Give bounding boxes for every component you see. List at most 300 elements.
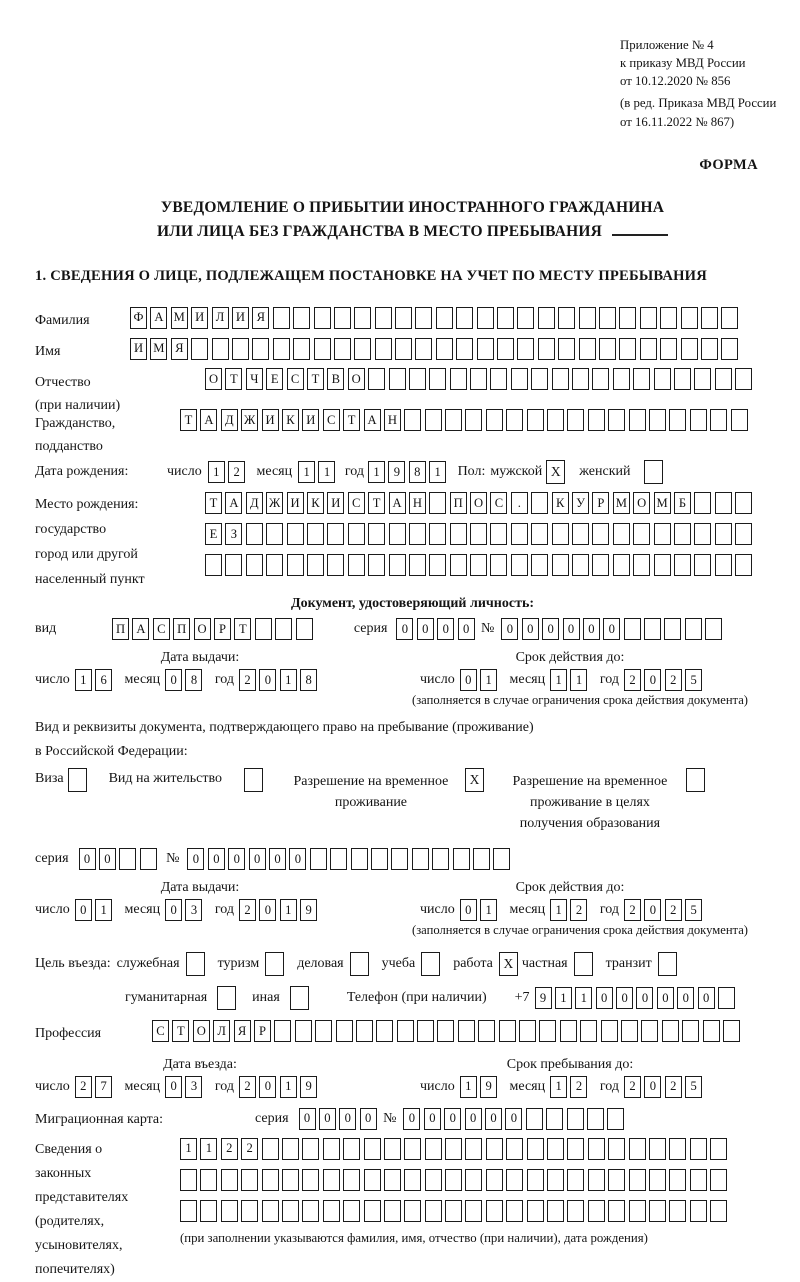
char-cell[interactable]: 0 bbox=[79, 848, 96, 870]
char-cell[interactable] bbox=[690, 409, 707, 431]
char-cell[interactable] bbox=[445, 409, 462, 431]
char-cell[interactable]: Л bbox=[213, 1020, 230, 1042]
char-cell[interactable]: 0 bbox=[485, 1108, 502, 1130]
char-cell[interactable] bbox=[538, 338, 555, 360]
char-cell[interactable]: М bbox=[613, 492, 630, 514]
char-cell[interactable] bbox=[241, 1200, 258, 1222]
char-cell[interactable] bbox=[334, 338, 351, 360]
char-cell[interactable]: О bbox=[470, 492, 487, 514]
char-cell[interactable] bbox=[629, 1200, 646, 1222]
char-cell[interactable] bbox=[619, 307, 636, 329]
visa-checkbox[interactable] bbox=[68, 768, 87, 792]
char-cell[interactable]: 2 bbox=[624, 669, 641, 691]
char-cell[interactable]: 0 bbox=[396, 618, 413, 640]
char-cell[interactable] bbox=[608, 409, 625, 431]
char-cell[interactable]: 1 bbox=[550, 1076, 567, 1098]
char-cell[interactable] bbox=[579, 307, 596, 329]
char-cell[interactable] bbox=[629, 1138, 646, 1160]
char-cell[interactable] bbox=[527, 409, 544, 431]
char-cell[interactable] bbox=[391, 848, 408, 870]
char-cell[interactable] bbox=[531, 368, 548, 390]
char-cell[interactable]: Л bbox=[212, 307, 229, 329]
char-cell[interactable] bbox=[486, 1200, 503, 1222]
char-cell[interactable] bbox=[368, 523, 385, 545]
char-cell[interactable]: 0 bbox=[460, 669, 477, 691]
char-cell[interactable]: 0 bbox=[165, 1076, 182, 1098]
char-cell[interactable]: 0 bbox=[289, 848, 306, 870]
char-cell[interactable] bbox=[436, 338, 453, 360]
char-cell[interactable]: В bbox=[327, 368, 344, 390]
char-cell[interactable] bbox=[180, 1200, 197, 1222]
char-cell[interactable] bbox=[517, 338, 534, 360]
char-cell[interactable] bbox=[640, 307, 657, 329]
char-cell[interactable] bbox=[694, 554, 711, 576]
char-cell[interactable]: И bbox=[232, 307, 249, 329]
char-cell[interactable] bbox=[506, 1200, 523, 1222]
char-cell[interactable] bbox=[287, 554, 304, 576]
char-cell[interactable] bbox=[384, 1138, 401, 1160]
char-cell[interactable] bbox=[246, 523, 263, 545]
char-cell[interactable] bbox=[221, 1169, 238, 1191]
char-cell[interactable] bbox=[703, 1020, 720, 1042]
char-cell[interactable]: 1 bbox=[575, 987, 592, 1009]
char-cell[interactable]: 1 bbox=[480, 899, 497, 921]
char-cell[interactable]: К bbox=[307, 492, 324, 514]
char-cell[interactable] bbox=[588, 1200, 605, 1222]
char-cell[interactable]: 1 bbox=[180, 1138, 197, 1160]
char-cell[interactable]: 2 bbox=[665, 899, 682, 921]
char-cell[interactable]: 0 bbox=[563, 618, 580, 640]
char-cell[interactable] bbox=[531, 554, 548, 576]
char-cell[interactable] bbox=[641, 1020, 658, 1042]
char-cell[interactable]: С bbox=[153, 618, 170, 640]
char-cell[interactable]: Д bbox=[221, 409, 238, 431]
char-cell[interactable] bbox=[465, 1200, 482, 1222]
char-cell[interactable]: 1 bbox=[75, 669, 92, 691]
char-cell[interactable] bbox=[640, 338, 657, 360]
char-cell[interactable] bbox=[588, 1169, 605, 1191]
char-cell[interactable]: 9 bbox=[388, 461, 405, 483]
char-cell[interactable]: 0 bbox=[75, 899, 92, 921]
char-cell[interactable] bbox=[425, 1200, 442, 1222]
char-cell[interactable] bbox=[409, 368, 426, 390]
char-cell[interactable] bbox=[649, 1200, 666, 1222]
char-cell[interactable]: А bbox=[389, 492, 406, 514]
char-cell[interactable] bbox=[368, 368, 385, 390]
char-cell[interactable] bbox=[470, 523, 487, 545]
char-cell[interactable]: Т bbox=[225, 368, 242, 390]
char-cell[interactable] bbox=[552, 554, 569, 576]
char-cell[interactable] bbox=[293, 338, 310, 360]
char-cell[interactable] bbox=[721, 307, 738, 329]
char-cell[interactable] bbox=[572, 368, 589, 390]
char-cell[interactable] bbox=[735, 523, 752, 545]
char-cell[interactable] bbox=[327, 554, 344, 576]
char-cell[interactable] bbox=[477, 338, 494, 360]
char-cell[interactable] bbox=[266, 523, 283, 545]
char-cell[interactable] bbox=[723, 1020, 740, 1042]
temp-residence-edu-checkbox[interactable] bbox=[686, 768, 705, 792]
char-cell[interactable] bbox=[601, 1020, 618, 1042]
char-cell[interactable]: 8 bbox=[409, 461, 426, 483]
char-cell[interactable]: 0 bbox=[259, 899, 276, 921]
char-cell[interactable] bbox=[140, 848, 157, 870]
char-cell[interactable] bbox=[302, 1138, 319, 1160]
char-cell[interactable]: П bbox=[173, 618, 190, 640]
char-cell[interactable]: 0 bbox=[465, 1108, 482, 1130]
char-cell[interactable] bbox=[282, 1169, 299, 1191]
char-cell[interactable] bbox=[445, 1138, 462, 1160]
char-cell[interactable] bbox=[715, 554, 732, 576]
char-cell[interactable] bbox=[599, 338, 616, 360]
char-cell[interactable] bbox=[567, 1200, 584, 1222]
char-cell[interactable]: Е bbox=[205, 523, 222, 545]
char-cell[interactable] bbox=[715, 523, 732, 545]
char-cell[interactable]: Т bbox=[307, 368, 324, 390]
char-cell[interactable] bbox=[735, 368, 752, 390]
char-cell[interactable] bbox=[404, 1138, 421, 1160]
char-cell[interactable] bbox=[180, 1169, 197, 1191]
char-cell[interactable] bbox=[429, 492, 446, 514]
char-cell[interactable] bbox=[252, 338, 269, 360]
char-cell[interactable] bbox=[477, 307, 494, 329]
char-cell[interactable]: 1 bbox=[429, 461, 446, 483]
char-cell[interactable] bbox=[343, 1138, 360, 1160]
char-cell[interactable] bbox=[710, 1138, 727, 1160]
char-cell[interactable]: 2 bbox=[570, 1076, 587, 1098]
char-cell[interactable] bbox=[624, 618, 641, 640]
char-cell[interactable]: 0 bbox=[417, 618, 434, 640]
char-cell[interactable]: 0 bbox=[187, 848, 204, 870]
char-cell[interactable] bbox=[629, 1169, 646, 1191]
char-cell[interactable] bbox=[262, 1169, 279, 1191]
char-cell[interactable] bbox=[694, 368, 711, 390]
char-cell[interactable]: Я bbox=[252, 307, 269, 329]
char-cell[interactable] bbox=[425, 1138, 442, 1160]
char-cell[interactable] bbox=[608, 1169, 625, 1191]
char-cell[interactable]: Д bbox=[246, 492, 263, 514]
char-cell[interactable] bbox=[354, 307, 371, 329]
char-cell[interactable] bbox=[389, 554, 406, 576]
char-cell[interactable]: 2 bbox=[570, 899, 587, 921]
char-cell[interactable]: П bbox=[450, 492, 467, 514]
char-cell[interactable]: 1 bbox=[95, 899, 112, 921]
char-cell[interactable] bbox=[701, 338, 718, 360]
char-cell[interactable] bbox=[490, 523, 507, 545]
char-cell[interactable] bbox=[599, 307, 616, 329]
char-cell[interactable] bbox=[262, 1200, 279, 1222]
char-cell[interactable]: 1 bbox=[200, 1138, 217, 1160]
char-cell[interactable] bbox=[669, 1169, 686, 1191]
char-cell[interactable]: 9 bbox=[535, 987, 552, 1009]
char-cell[interactable] bbox=[282, 1200, 299, 1222]
char-cell[interactable] bbox=[330, 848, 347, 870]
char-cell[interactable]: Я bbox=[171, 338, 188, 360]
char-cell[interactable] bbox=[701, 307, 718, 329]
char-cell[interactable]: О bbox=[194, 618, 211, 640]
char-cell[interactable] bbox=[425, 1169, 442, 1191]
char-cell[interactable]: Р bbox=[592, 492, 609, 514]
char-cell[interactable]: 2 bbox=[221, 1138, 238, 1160]
char-cell[interactable]: Т bbox=[172, 1020, 189, 1042]
char-cell[interactable]: М bbox=[171, 307, 188, 329]
char-cell[interactable]: 9 bbox=[300, 1076, 317, 1098]
char-cell[interactable] bbox=[445, 1200, 462, 1222]
char-cell[interactable] bbox=[409, 554, 426, 576]
purpose-business-checkbox[interactable] bbox=[350, 952, 369, 976]
char-cell[interactable] bbox=[735, 554, 752, 576]
char-cell[interactable] bbox=[323, 1200, 340, 1222]
char-cell[interactable] bbox=[273, 338, 290, 360]
char-cell[interactable] bbox=[465, 1169, 482, 1191]
char-cell[interactable] bbox=[669, 1200, 686, 1222]
char-cell[interactable] bbox=[519, 1020, 536, 1042]
char-cell[interactable] bbox=[395, 307, 412, 329]
char-cell[interactable] bbox=[660, 307, 677, 329]
char-cell[interactable] bbox=[275, 618, 292, 640]
char-cell[interactable] bbox=[282, 1138, 299, 1160]
char-cell[interactable] bbox=[621, 1020, 638, 1042]
char-cell[interactable]: 2 bbox=[75, 1076, 92, 1098]
sex-female-checkbox[interactable] bbox=[644, 460, 663, 484]
char-cell[interactable]: Ж bbox=[266, 492, 283, 514]
char-cell[interactable]: 0 bbox=[319, 1108, 336, 1130]
char-cell[interactable] bbox=[450, 523, 467, 545]
char-cell[interactable]: 0 bbox=[644, 669, 661, 691]
char-cell[interactable]: 5 bbox=[685, 899, 702, 921]
char-cell[interactable]: 0 bbox=[460, 899, 477, 921]
char-cell[interactable] bbox=[613, 523, 630, 545]
char-cell[interactable]: 1 bbox=[480, 669, 497, 691]
char-cell[interactable] bbox=[376, 1020, 393, 1042]
char-cell[interactable] bbox=[389, 523, 406, 545]
char-cell[interactable] bbox=[527, 1200, 544, 1222]
char-cell[interactable]: 0 bbox=[269, 848, 286, 870]
char-cell[interactable]: Т bbox=[234, 618, 251, 640]
char-cell[interactable] bbox=[690, 1169, 707, 1191]
char-cell[interactable]: 0 bbox=[444, 1108, 461, 1130]
char-cell[interactable] bbox=[493, 848, 510, 870]
char-cell[interactable] bbox=[633, 554, 650, 576]
char-cell[interactable] bbox=[364, 1138, 381, 1160]
char-cell[interactable] bbox=[246, 554, 263, 576]
char-cell[interactable]: 3 bbox=[185, 899, 202, 921]
char-cell[interactable] bbox=[486, 1138, 503, 1160]
char-cell[interactable] bbox=[432, 848, 449, 870]
char-cell[interactable] bbox=[715, 368, 732, 390]
char-cell[interactable] bbox=[478, 1020, 495, 1042]
char-cell[interactable] bbox=[384, 1169, 401, 1191]
purpose-work-checkbox[interactable]: X bbox=[499, 952, 518, 976]
char-cell[interactable] bbox=[490, 368, 507, 390]
char-cell[interactable]: 3 bbox=[185, 1076, 202, 1098]
purpose-official-checkbox[interactable] bbox=[186, 952, 205, 976]
char-cell[interactable]: П bbox=[112, 618, 129, 640]
char-cell[interactable] bbox=[343, 1169, 360, 1191]
char-cell[interactable] bbox=[348, 554, 365, 576]
char-cell[interactable]: Р bbox=[254, 1020, 271, 1042]
char-cell[interactable] bbox=[450, 368, 467, 390]
char-cell[interactable] bbox=[412, 848, 429, 870]
char-cell[interactable]: А bbox=[150, 307, 167, 329]
char-cell[interactable]: М bbox=[150, 338, 167, 360]
char-cell[interactable] bbox=[302, 1200, 319, 1222]
char-cell[interactable]: Ж bbox=[241, 409, 258, 431]
char-cell[interactable] bbox=[465, 1138, 482, 1160]
char-cell[interactable] bbox=[654, 368, 671, 390]
char-cell[interactable]: 0 bbox=[299, 1108, 316, 1130]
char-cell[interactable]: 1 bbox=[280, 1076, 297, 1098]
char-cell[interactable] bbox=[389, 368, 406, 390]
char-cell[interactable] bbox=[323, 1169, 340, 1191]
char-cell[interactable] bbox=[295, 1020, 312, 1042]
char-cell[interactable] bbox=[710, 1169, 727, 1191]
char-cell[interactable] bbox=[506, 1138, 523, 1160]
char-cell[interactable] bbox=[302, 1169, 319, 1191]
char-cell[interactable]: С bbox=[152, 1020, 169, 1042]
char-cell[interactable]: 0 bbox=[603, 618, 620, 640]
char-cell[interactable] bbox=[705, 618, 722, 640]
char-cell[interactable] bbox=[351, 848, 368, 870]
char-cell[interactable]: 2 bbox=[239, 1076, 256, 1098]
char-cell[interactable]: И bbox=[327, 492, 344, 514]
char-cell[interactable] bbox=[436, 307, 453, 329]
char-cell[interactable] bbox=[225, 554, 242, 576]
char-cell[interactable] bbox=[547, 409, 564, 431]
char-cell[interactable] bbox=[526, 1108, 543, 1130]
char-cell[interactable] bbox=[633, 523, 650, 545]
residence-permit-checkbox[interactable] bbox=[244, 768, 263, 792]
char-cell[interactable] bbox=[558, 338, 575, 360]
char-cell[interactable] bbox=[409, 523, 426, 545]
char-cell[interactable] bbox=[456, 307, 473, 329]
char-cell[interactable] bbox=[552, 368, 569, 390]
char-cell[interactable]: 0 bbox=[698, 987, 715, 1009]
char-cell[interactable] bbox=[580, 1020, 597, 1042]
char-cell[interactable]: О bbox=[633, 492, 650, 514]
char-cell[interactable]: 2 bbox=[241, 1138, 258, 1160]
char-cell[interactable] bbox=[547, 1138, 564, 1160]
char-cell[interactable] bbox=[274, 1020, 291, 1042]
purpose-transit-checkbox[interactable] bbox=[658, 952, 677, 976]
char-cell[interactable]: 0 bbox=[657, 987, 674, 1009]
char-cell[interactable]: 0 bbox=[249, 848, 266, 870]
char-cell[interactable]: Н bbox=[384, 409, 401, 431]
char-cell[interactable] bbox=[649, 1138, 666, 1160]
char-cell[interactable]: 0 bbox=[339, 1108, 356, 1130]
char-cell[interactable] bbox=[662, 1020, 679, 1042]
char-cell[interactable] bbox=[511, 523, 528, 545]
char-cell[interactable] bbox=[527, 1138, 544, 1160]
char-cell[interactable] bbox=[531, 523, 548, 545]
char-cell[interactable] bbox=[547, 1169, 564, 1191]
char-cell[interactable] bbox=[690, 1200, 707, 1222]
char-cell[interactable]: 0 bbox=[208, 848, 225, 870]
char-cell[interactable]: И bbox=[130, 338, 147, 360]
char-cell[interactable] bbox=[473, 848, 490, 870]
char-cell[interactable] bbox=[547, 1200, 564, 1222]
char-cell[interactable] bbox=[613, 554, 630, 576]
char-cell[interactable] bbox=[348, 523, 365, 545]
char-cell[interactable] bbox=[415, 338, 432, 360]
char-cell[interactable] bbox=[429, 523, 446, 545]
sex-male-checkbox[interactable]: X bbox=[546, 460, 565, 484]
char-cell[interactable] bbox=[262, 1138, 279, 1160]
char-cell[interactable]: 8 bbox=[300, 669, 317, 691]
char-cell[interactable] bbox=[191, 338, 208, 360]
char-cell[interactable] bbox=[674, 523, 691, 545]
char-cell[interactable]: 1 bbox=[280, 669, 297, 691]
char-cell[interactable] bbox=[592, 368, 609, 390]
char-cell[interactable]: Я bbox=[234, 1020, 251, 1042]
char-cell[interactable]: Т bbox=[368, 492, 385, 514]
char-cell[interactable] bbox=[429, 554, 446, 576]
char-cell[interactable]: Е bbox=[266, 368, 283, 390]
char-cell[interactable] bbox=[429, 368, 446, 390]
char-cell[interactable]: . bbox=[511, 492, 528, 514]
char-cell[interactable]: 1 bbox=[318, 461, 335, 483]
char-cell[interactable] bbox=[588, 1138, 605, 1160]
char-cell[interactable] bbox=[694, 492, 711, 514]
char-cell[interactable] bbox=[343, 1200, 360, 1222]
char-cell[interactable] bbox=[212, 338, 229, 360]
char-cell[interactable] bbox=[552, 523, 569, 545]
char-cell[interactable]: Т bbox=[205, 492, 222, 514]
char-cell[interactable]: С bbox=[490, 492, 507, 514]
char-cell[interactable]: 9 bbox=[300, 899, 317, 921]
char-cell[interactable]: А bbox=[225, 492, 242, 514]
char-cell[interactable] bbox=[266, 554, 283, 576]
char-cell[interactable] bbox=[694, 523, 711, 545]
char-cell[interactable] bbox=[506, 1169, 523, 1191]
char-cell[interactable]: 0 bbox=[542, 618, 559, 640]
char-cell[interactable] bbox=[465, 409, 482, 431]
char-cell[interactable]: 0 bbox=[644, 1076, 661, 1098]
char-cell[interactable] bbox=[200, 1200, 217, 1222]
char-cell[interactable] bbox=[654, 523, 671, 545]
char-cell[interactable] bbox=[660, 338, 677, 360]
char-cell[interactable]: Н bbox=[409, 492, 426, 514]
char-cell[interactable]: 2 bbox=[665, 1076, 682, 1098]
char-cell[interactable] bbox=[587, 1108, 604, 1130]
temp-residence-checkbox[interactable]: X bbox=[465, 768, 484, 792]
char-cell[interactable]: 6 bbox=[95, 669, 112, 691]
char-cell[interactable]: 0 bbox=[228, 848, 245, 870]
char-cell[interactable] bbox=[293, 307, 310, 329]
char-cell[interactable] bbox=[715, 492, 732, 514]
char-cell[interactable] bbox=[453, 848, 470, 870]
char-cell[interactable] bbox=[307, 554, 324, 576]
char-cell[interactable] bbox=[567, 1169, 584, 1191]
char-cell[interactable] bbox=[205, 554, 222, 576]
char-cell[interactable] bbox=[592, 554, 609, 576]
char-cell[interactable] bbox=[690, 1138, 707, 1160]
char-cell[interactable]: 0 bbox=[458, 618, 475, 640]
char-cell[interactable]: 0 bbox=[636, 987, 653, 1009]
char-cell[interactable] bbox=[572, 554, 589, 576]
char-cell[interactable] bbox=[588, 409, 605, 431]
char-cell[interactable]: 0 bbox=[501, 618, 518, 640]
char-cell[interactable] bbox=[375, 338, 392, 360]
purpose-other-checkbox[interactable] bbox=[290, 986, 309, 1010]
char-cell[interactable] bbox=[511, 368, 528, 390]
char-cell[interactable] bbox=[486, 409, 503, 431]
char-cell[interactable] bbox=[674, 368, 691, 390]
char-cell[interactable] bbox=[499, 1020, 516, 1042]
char-cell[interactable]: 0 bbox=[583, 618, 600, 640]
char-cell[interactable] bbox=[681, 307, 698, 329]
char-cell[interactable] bbox=[644, 618, 661, 640]
